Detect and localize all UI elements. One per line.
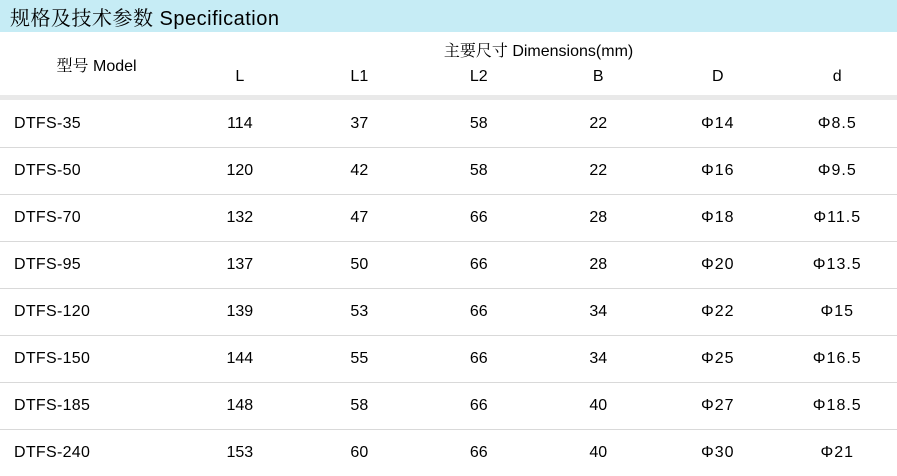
cell-d-upper: Φ25 — [658, 336, 777, 383]
cell-model: DTFS-50 — [0, 148, 180, 195]
column-header-b: B — [539, 63, 658, 94]
cell-l1: 47 — [300, 195, 419, 242]
column-header-l2: L2 — [419, 63, 538, 94]
header-rule-model — [0, 94, 180, 101]
cell-l2: 66 — [419, 242, 538, 289]
header-rule-row — [0, 94, 897, 101]
cell-l1: 58 — [300, 383, 419, 430]
cell-l: 148 — [180, 383, 299, 430]
cell-d-upper: Φ27 — [658, 383, 777, 430]
cell-l1: 50 — [300, 242, 419, 289]
cell-d-lower: Φ16.5 — [777, 336, 897, 383]
cell-b: 28 — [539, 195, 658, 242]
header-row-primary — [0, 32, 897, 63]
header-rule-l1 — [300, 94, 419, 101]
cell-d-lower: Φ21 — [777, 430, 897, 476]
cell-d-upper: Φ20 — [658, 242, 777, 289]
cell-b: 28 — [539, 242, 658, 289]
cell-l2: 66 — [419, 289, 538, 336]
cell-l1: 53 — [300, 289, 419, 336]
cell-model: DTFS-70 — [0, 195, 180, 242]
cell-d-upper: Φ18 — [658, 195, 777, 242]
cell-l2: 58 — [419, 148, 538, 195]
cell-model: DTFS-240 — [0, 430, 180, 476]
cell-l1: 42 — [300, 148, 419, 195]
header-rule-d-upper — [658, 94, 777, 101]
cell-l: 120 — [180, 148, 299, 195]
cell-d-lower: Φ8.5 — [777, 101, 897, 148]
cell-d-lower: Φ13.5 — [777, 242, 897, 289]
page-title: 规格及技术参数 Specification — [10, 2, 279, 31]
cell-b: 40 — [539, 383, 658, 430]
table-row — [0, 101, 897, 148]
cell-d-lower: Φ9.5 — [777, 148, 897, 195]
header-rule-l2 — [419, 94, 538, 101]
specification-table — [0, 32, 897, 476]
cell-d-lower: Φ15 — [777, 289, 897, 336]
cell-l1: 55 — [300, 336, 419, 383]
cell-b: 34 — [539, 336, 658, 383]
table-row — [0, 289, 897, 336]
cell-d-upper: Φ30 — [658, 430, 777, 476]
cell-model: DTFS-150 — [0, 336, 180, 383]
table-row — [0, 195, 897, 242]
cell-model: DTFS-185 — [0, 383, 180, 430]
cell-l2: 66 — [419, 336, 538, 383]
header-rule-b — [539, 94, 658, 101]
cell-l2: 58 — [419, 101, 538, 148]
section-title-bar — [0, 0, 897, 32]
cell-l2: 66 — [419, 430, 538, 476]
cell-d-upper: Φ16 — [658, 148, 777, 195]
cell-d-lower: Φ18.5 — [777, 383, 897, 430]
cell-l1: 60 — [300, 430, 419, 476]
table-row — [0, 383, 897, 430]
cell-l: 137 — [180, 242, 299, 289]
cell-b: 22 — [539, 148, 658, 195]
cell-l: 139 — [180, 289, 299, 336]
table-body — [0, 101, 897, 476]
cell-model: DTFS-35 — [0, 101, 180, 148]
cell-d-lower: Φ11.5 — [777, 195, 897, 242]
cell-b: 34 — [539, 289, 658, 336]
column-header-d-upper: D — [658, 63, 777, 94]
cell-d-upper: Φ22 — [658, 289, 777, 336]
cell-l: 114 — [180, 101, 299, 148]
cell-b: 40 — [539, 430, 658, 476]
table-header — [0, 32, 897, 101]
table-row — [0, 148, 897, 195]
column-header-l1: L1 — [300, 63, 419, 94]
table-row — [0, 336, 897, 383]
cell-l2: 66 — [419, 195, 538, 242]
cell-l2: 66 — [419, 383, 538, 430]
cell-model: DTFS-95 — [0, 242, 180, 289]
cell-l: 153 — [180, 430, 299, 476]
header-rule-d-lower — [777, 94, 897, 101]
header-rule-l — [180, 94, 299, 101]
column-header-d-lower: d — [777, 63, 897, 94]
column-header-model: 型号 Model — [0, 32, 180, 94]
table-row — [0, 430, 897, 476]
cell-l: 132 — [180, 195, 299, 242]
cell-b: 22 — [539, 101, 658, 148]
cell-d-upper: Φ14 — [658, 101, 777, 148]
cell-l1: 37 — [300, 101, 419, 148]
cell-l: 144 — [180, 336, 299, 383]
cell-model: DTFS-120 — [0, 289, 180, 336]
column-header-dimensions: 主要尺寸 Dimensions(mm) — [180, 32, 897, 63]
table-row — [0, 242, 897, 289]
column-header-l: L — [180, 63, 299, 94]
